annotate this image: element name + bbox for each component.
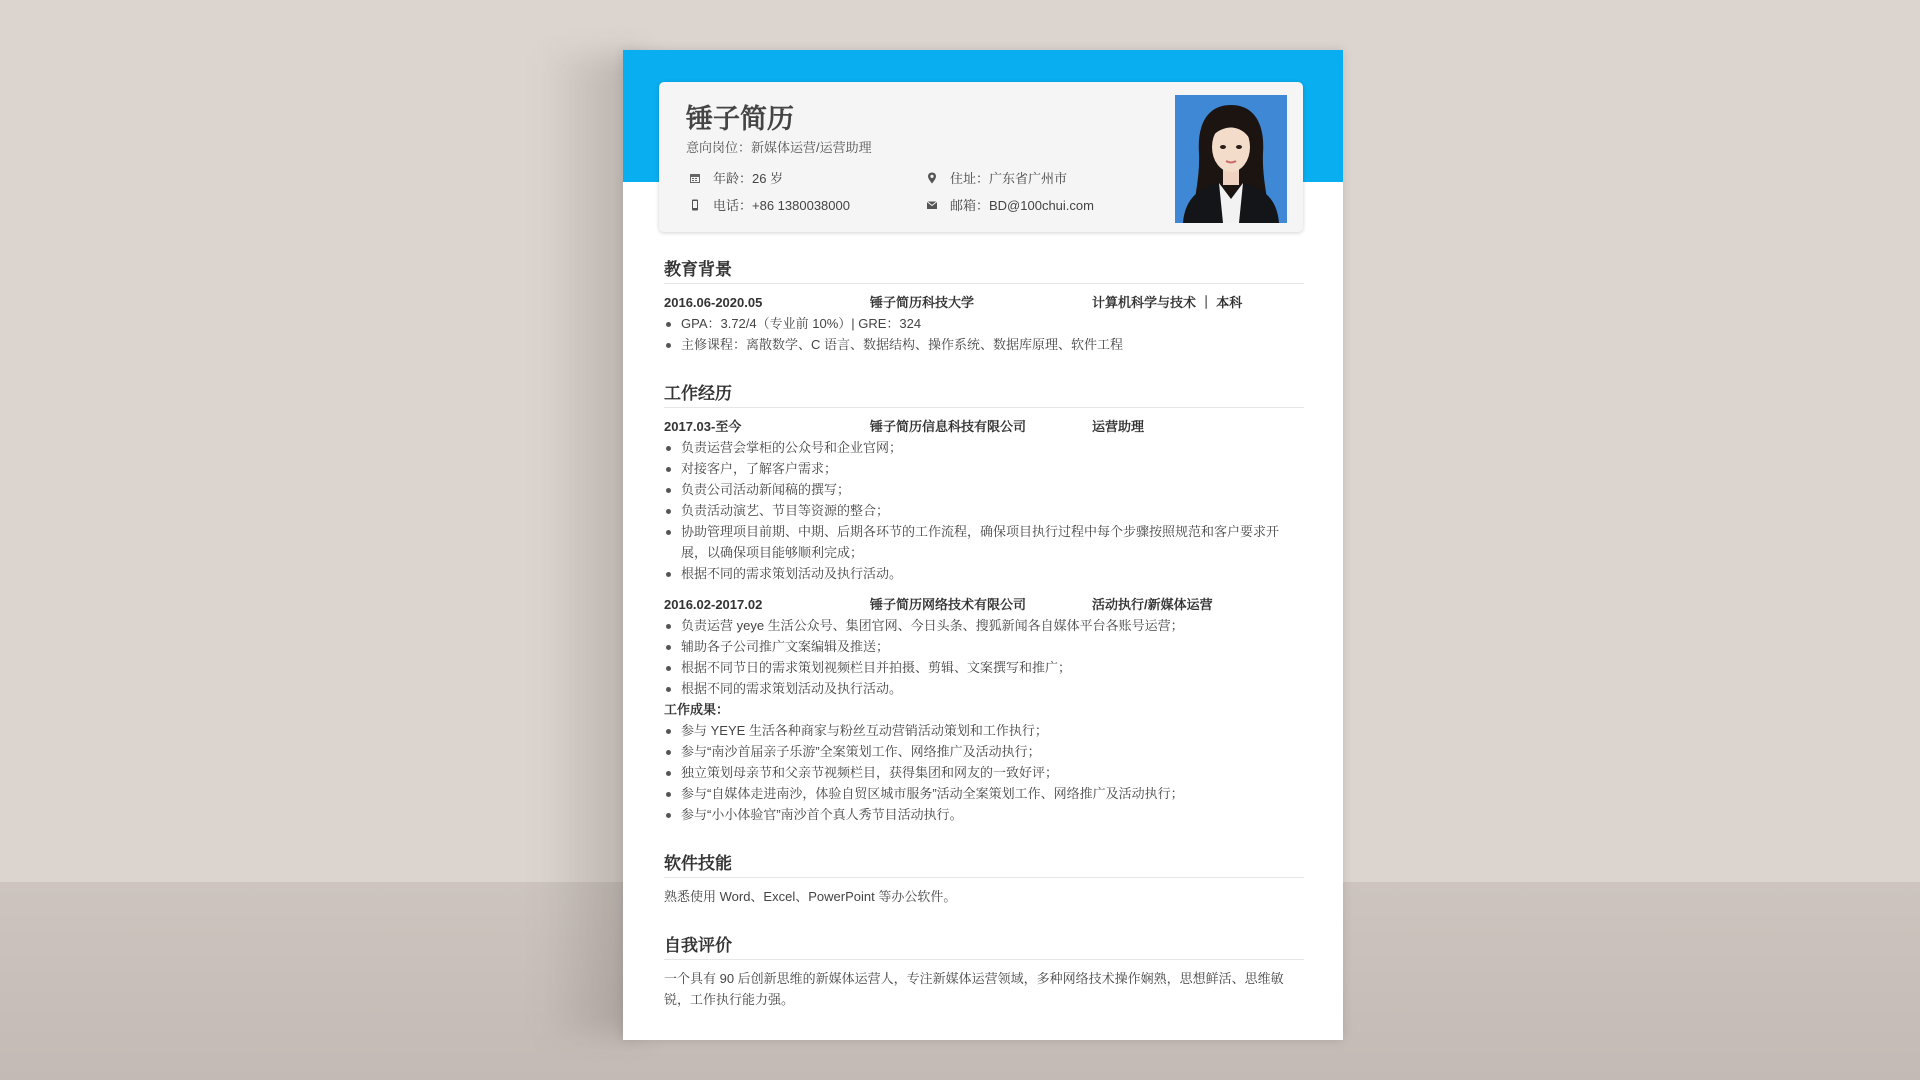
job-intent: 意向岗位：新媒体运营/运营助理 <box>686 140 872 155</box>
results-heading: 工作成果： <box>664 702 730 717</box>
education-row <box>664 292 1304 313</box>
list-item: GPA：3.72/4（专业前 10%）| GRE：324 <box>664 313 1304 334</box>
education-section <box>664 255 1304 355</box>
job-date: 2016.02-2017.02 <box>664 597 763 612</box>
list-item: 根据不同的需求策划活动及执行活动。 <box>664 563 1304 584</box>
education-date: 2016.06-2020.05 <box>664 295 763 310</box>
list-item: 负责运营 yeye 生活公众号、集团官网、今日头条、搜狐新闻各自媒体平台各账号运营； <box>664 615 1304 636</box>
info-email <box>926 195 1094 214</box>
list-item: 参与“小小体验官”南沙首个真人秀节目活动执行。 <box>664 804 1304 825</box>
resume-page <box>623 50 1343 1040</box>
profile-photo <box>1175 95 1287 223</box>
education-title: 教育背景 <box>664 255 1304 284</box>
work-title: 工作经历 <box>664 379 1304 408</box>
info-age <box>689 168 783 187</box>
list-item: 根据不同的需求策划活动及执行活动。 <box>664 678 1304 699</box>
location-icon <box>926 172 938 184</box>
list-item: 参与“南沙首届亲子乐游”全案策划工作、网络推广及活动执行； <box>664 741 1304 762</box>
list-item: 负责运营会掌柜的公众号和企业官网； <box>664 437 1304 458</box>
phone-icon <box>689 199 701 211</box>
email-text: 邮箱：BD@100chui.com <box>950 198 1094 213</box>
evaluation-text: 一个具有 90 后创新思维的新媒体运营人，专注新媒体运营领域，多种网络技术操作娴熟，思想鲜活、思维敏锐，工作执行能力强。 <box>664 971 1284 1007</box>
job-company: 锤子简历信息科技有限公司 <box>870 419 1027 434</box>
list-item: 对接客户，了解客户需求； <box>664 458 1304 479</box>
results-bullets <box>664 720 1304 825</box>
list-item: 负责公司活动新闻稿的撰写； <box>664 479 1304 500</box>
evaluation-section <box>664 931 1304 1010</box>
info-address <box>926 168 1067 187</box>
resume-name: 锤子简历 <box>686 104 794 134</box>
work-section <box>664 379 1304 825</box>
list-item: 协助管理项目前期、中期、后期各环节的工作流程，确保项目执行过程中每个步骤按照规范和客户要求开展，以确保项目能够顺利完成； <box>664 521 1304 563</box>
job-date: 2017.03-至今 <box>664 419 742 434</box>
list-item: 辅助各子公司推广文案编辑及推送； <box>664 636 1304 657</box>
list-item: 参与 YEYE 生活各种商家与粉丝互动营销活动策划和工作执行； <box>664 720 1304 741</box>
list-item: 主修课程：离散数学、C 语言、数据结构、操作系统、数据库原理、软件工程 <box>664 334 1304 355</box>
profile-card <box>659 82 1303 232</box>
email-icon <box>926 199 938 211</box>
education-major: 计算机科学与技术 ｜ 本科 <box>1092 295 1243 310</box>
address-text: 住址：广东省广州市 <box>950 171 1068 186</box>
job-bullets <box>664 437 1304 584</box>
resume-content <box>664 255 1304 1010</box>
skills-section <box>664 849 1304 907</box>
job-company: 锤子简历网络技术有限公司 <box>870 597 1027 612</box>
list-item: 负责活动演艺、节目等资源的整合； <box>664 500 1304 521</box>
skills-title: 软件技能 <box>664 849 1304 878</box>
age-text: 年龄：26 岁 <box>713 171 784 186</box>
education-bullets <box>664 313 1304 355</box>
list-item: 参与“自媒体走进南沙，体验自贸区城市服务”活动全案策划工作、网络推广及活动执行； <box>664 783 1304 804</box>
job-bullets <box>664 615 1304 699</box>
job-role: 运营助理 <box>1092 419 1145 434</box>
job-row <box>664 416 1304 437</box>
education-school: 锤子简历科技大学 <box>870 295 975 310</box>
job-role: 活动执行/新媒体运营 <box>1092 597 1213 612</box>
info-phone <box>689 195 850 214</box>
list-item: 根据不同节日的需求策划视频栏目并拍摄、剪辑、文案撰写和推广； <box>664 657 1304 678</box>
list-item: 独立策划母亲节和父亲节视频栏目，获得集团和网友的一致好评； <box>664 762 1304 783</box>
job-row <box>664 594 1304 615</box>
evaluation-title: 自我评价 <box>664 931 1304 960</box>
calendar-icon <box>689 172 701 184</box>
phone-text: 电话：+86 1380038000 <box>713 198 850 213</box>
skills-text: 熟悉使用 Word、Excel、PowerPoint 等办公软件。 <box>664 889 957 904</box>
